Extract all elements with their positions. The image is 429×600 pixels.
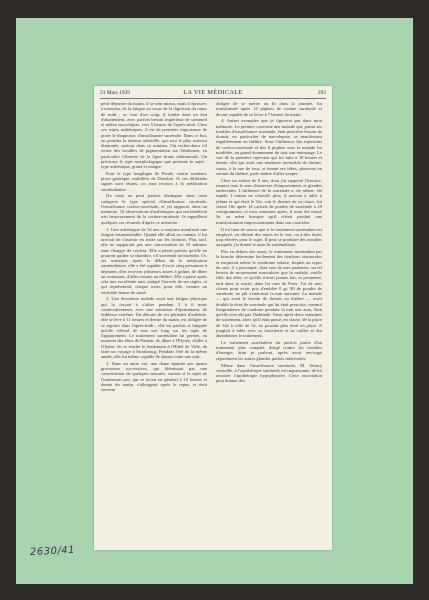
paragraph: Il est bien de savoir que si le traitement surrénalien est employé, on obtient des repos en le soir, ou à des doses trop élevées pour le sujet. Il peut se produire des troubles auxquels j'ai donné le nom de surrénalisme. <box>216 226 322 248</box>
paragraph: petit déjeuner du matin, il se sent mieux, mais il éprouve, à nouveau, de la fatigue au cours de la digestion du repas de midi ; or, tout d'un coup, il tombe dans un état d'abattement, avec parfois besoin impérieux de sommeil et même narcolepsie, vers 5 heures de l'après-midi. Chez ces sujets asthéniques, il est de première importance de poser le diagnostic d'insuffisance surrénale. Dans ce but, on prendra la tension artérielle, qui sera le plus souvent diminuée, surtout dans sa minima. On recherchera s'il existe des troubles de pigmentation sur l'abdomen, en particulier l'élancée de la ligne brune abdominale. On précisera le type morphologique que présente le sujet : type asthénique, grand et maigre. <box>101 101 207 169</box>
paragraph: Pour le type longiligne de Pende, ventre tombant, ptose gastrique, mobilités de Doerken. Si ces différents signes sont réunis, on aura recours à la médication surrénalienne. <box>101 170 207 192</box>
right-column <box>216 101 322 385</box>
journal-title: LA VIE MÉDICALE <box>183 89 243 96</box>
paragraph: 2. Une deuxième malade avait une fatigue physique qui la forçait à s'aliter pendant 3 à 6 mois consécutivement, avec une sensation d'épuisement, de faiblesse extrême. Un détours de ces périodes d'asthénie, elle se lève à 11 heures et demie du matin, est obligée de se reposer dans l'après-midi ; elle est parfois si fatiguée qu'elle s'étend de tout son long sur les tapis de l'appartement. Le traitement surrénalien lui permet, au moment des fêtes de Pasteur, de dîner à l'Elysée, d'aller à l'Opéra, de se rendre le lendemain à l'Hôtel de Ville, de faire un voyage à Strasbourg. Pendant l'été de la même année, elle fut même capable de danser toute une nuit. <box>101 296 207 360</box>
page-number: 293 <box>317 90 326 96</box>
running-header <box>98 89 328 98</box>
left-column <box>101 101 207 394</box>
paragraph: 4. Autres exemples que je figurerai pas dans mon mémoire. Le premier concerne une malade qui, parmi ses troubles d'insuffisance surrénale, était peut-être besoin de dormir, en particulier de narcolepsie, se manifestant régulièrement en théâtre. Sous l'influence des injections de cortico-surrénale et des 6 piqûres sous la malade fut modifiée, au grand étonnement de tout son entourage. Le soir de la première injection qui fut faite à 18 heures et demie, elle qui avait une tendance invincible de dormir, causa, à la vue de tous, et tenant ses idées, plusieurs en sortant du théâtre, parle même d'aller souper. <box>216 118 322 176</box>
paragraph: Le traitement surrénalien fut parfois partie d'un traitement plus complet, dirigé contre les troubles d'énergie, dont je parlerai, après avoir envisagé séparément les autres glandes parfois intéressées. <box>216 339 322 361</box>
paragraph: Chez un enfant de 9 ans, dont j'ai rapporté l'histoire, réunies tous le sens d'anorexie d'emportement, et glandes endocrines. L'influence de la surrénale a, de même, été rapide. L'enfant ne s'étouffe plus, il arrivait à table à jeûner et qui était le 32e, soit le dernier de sa classe, fut classé 18e après 14 cachets de poudre de surrénale à 20 centigrammes, et trois semaines après, il avait été classé 5e, sa mère brusque qu'il n'était produit une transformation impressionnante dans son caractère. <box>216 177 322 225</box>
paragraph: Du reste on peut parfois distinguer dans cette catégorie le type spécial d'insuffisance surrénale, l'insuffisance cortico-surrénale, et j'ai rapporté, dans un mémoire, 10 observations d'asthéniques qui ont bénéficié très heureusement de la cortine-surrénale. Je rappellerai quelques cas résumés d'après ce mémoire. <box>101 193 207 225</box>
header-rule <box>100 98 326 99</box>
scanned-page <box>94 86 332 550</box>
paragraph: 3. Dans un autre cas, une dame épuisée par quatre grossesses successives, qui blémissait par une conversation de quelques minutes, surtout si le sujet ne l'intéressait pas, qui se levait en général à 10 heures et demie du matin, s'allongeait après le repas, et était souvent <box>101 360 207 393</box>
paragraph: obligée de se mettre au lit dans la journée, fut transformée après 14 piqûres de cortine surrénale et devint capable de se lever à 7 heures du matin. <box>216 101 322 117</box>
paragraph: Même dans l'insuffisance surrénale, M. Sézary conseille, à l'opothérapie surrénale est impuissante, de lui associer l'opothérapie hypophysaire. Cette association peut donner des <box>216 362 322 384</box>
issue-date: 21 Mars 1939 <box>100 90 130 96</box>
paragraph: Pris en dehors des repas, le traitement surrénalien par la bouche détermine facilement des douleurs stomacales et risquerait même le syndrome solaire. Inquiet au repos du soir, il a provoqué, chez une de mes patientes, un tel besoin de mouvement musculaire que la malade, vieille fille, dut aller, ce qu'elle n'avait jamais fait, se promener, tard dans la soirée, dans les rues de Paris. J'ai de mes clients pour avoir pris d'emblée 0 gr. 90 de poudre de surrénale, ne pût s'endormir la nuit suivante. La malade — qui avait le besoin de dormir au théâtre — avait doublé la dose de surrénale qui lui était prescrite, commit l'imprudence de conduire pendant la nuit une auto, bien qu'elle n'en eût pas l'habitude. Ainsi après deux semaines de traitement, alors qu'il était passé, en classe, de la place de 32e à celle de 5e, ne pouvait plus tenir en place. Il jonglait à table avec sa fourchette et sa cuiller et dut abandonner le traitement. <box>216 249 322 339</box>
handwritten-annotation: 2630/41 <box>29 544 76 559</box>
paragraph: 1. Une asthénique de 34 ans a toujours manifesté une fatigue insurmontable. Quand elle allait au cinéma, il lui arrivait de s'asseoir en route sur les trottoirs. Plus tard, elle ne supportait pas une conversation de 10 minutes sans changer de couleur. Elle a pensé parfois qu'elle ne pourrait quitter sa chambre, s'il survenait un incendie. Or, six semaines après le début de la médication surrénalienne, elle a été capable d'avoir cinq personnes à déjeuner, d'en recevoir plusieurs autres à goûter, de dîner au restaurant, d'aller ensuite au théâtre. Elle a passé après cela une excellente nuit, malgré l'arrivée de ses règles, et qui représentait, chaque mois, pour elle, comme un véritable drame de santé. <box>101 226 207 295</box>
